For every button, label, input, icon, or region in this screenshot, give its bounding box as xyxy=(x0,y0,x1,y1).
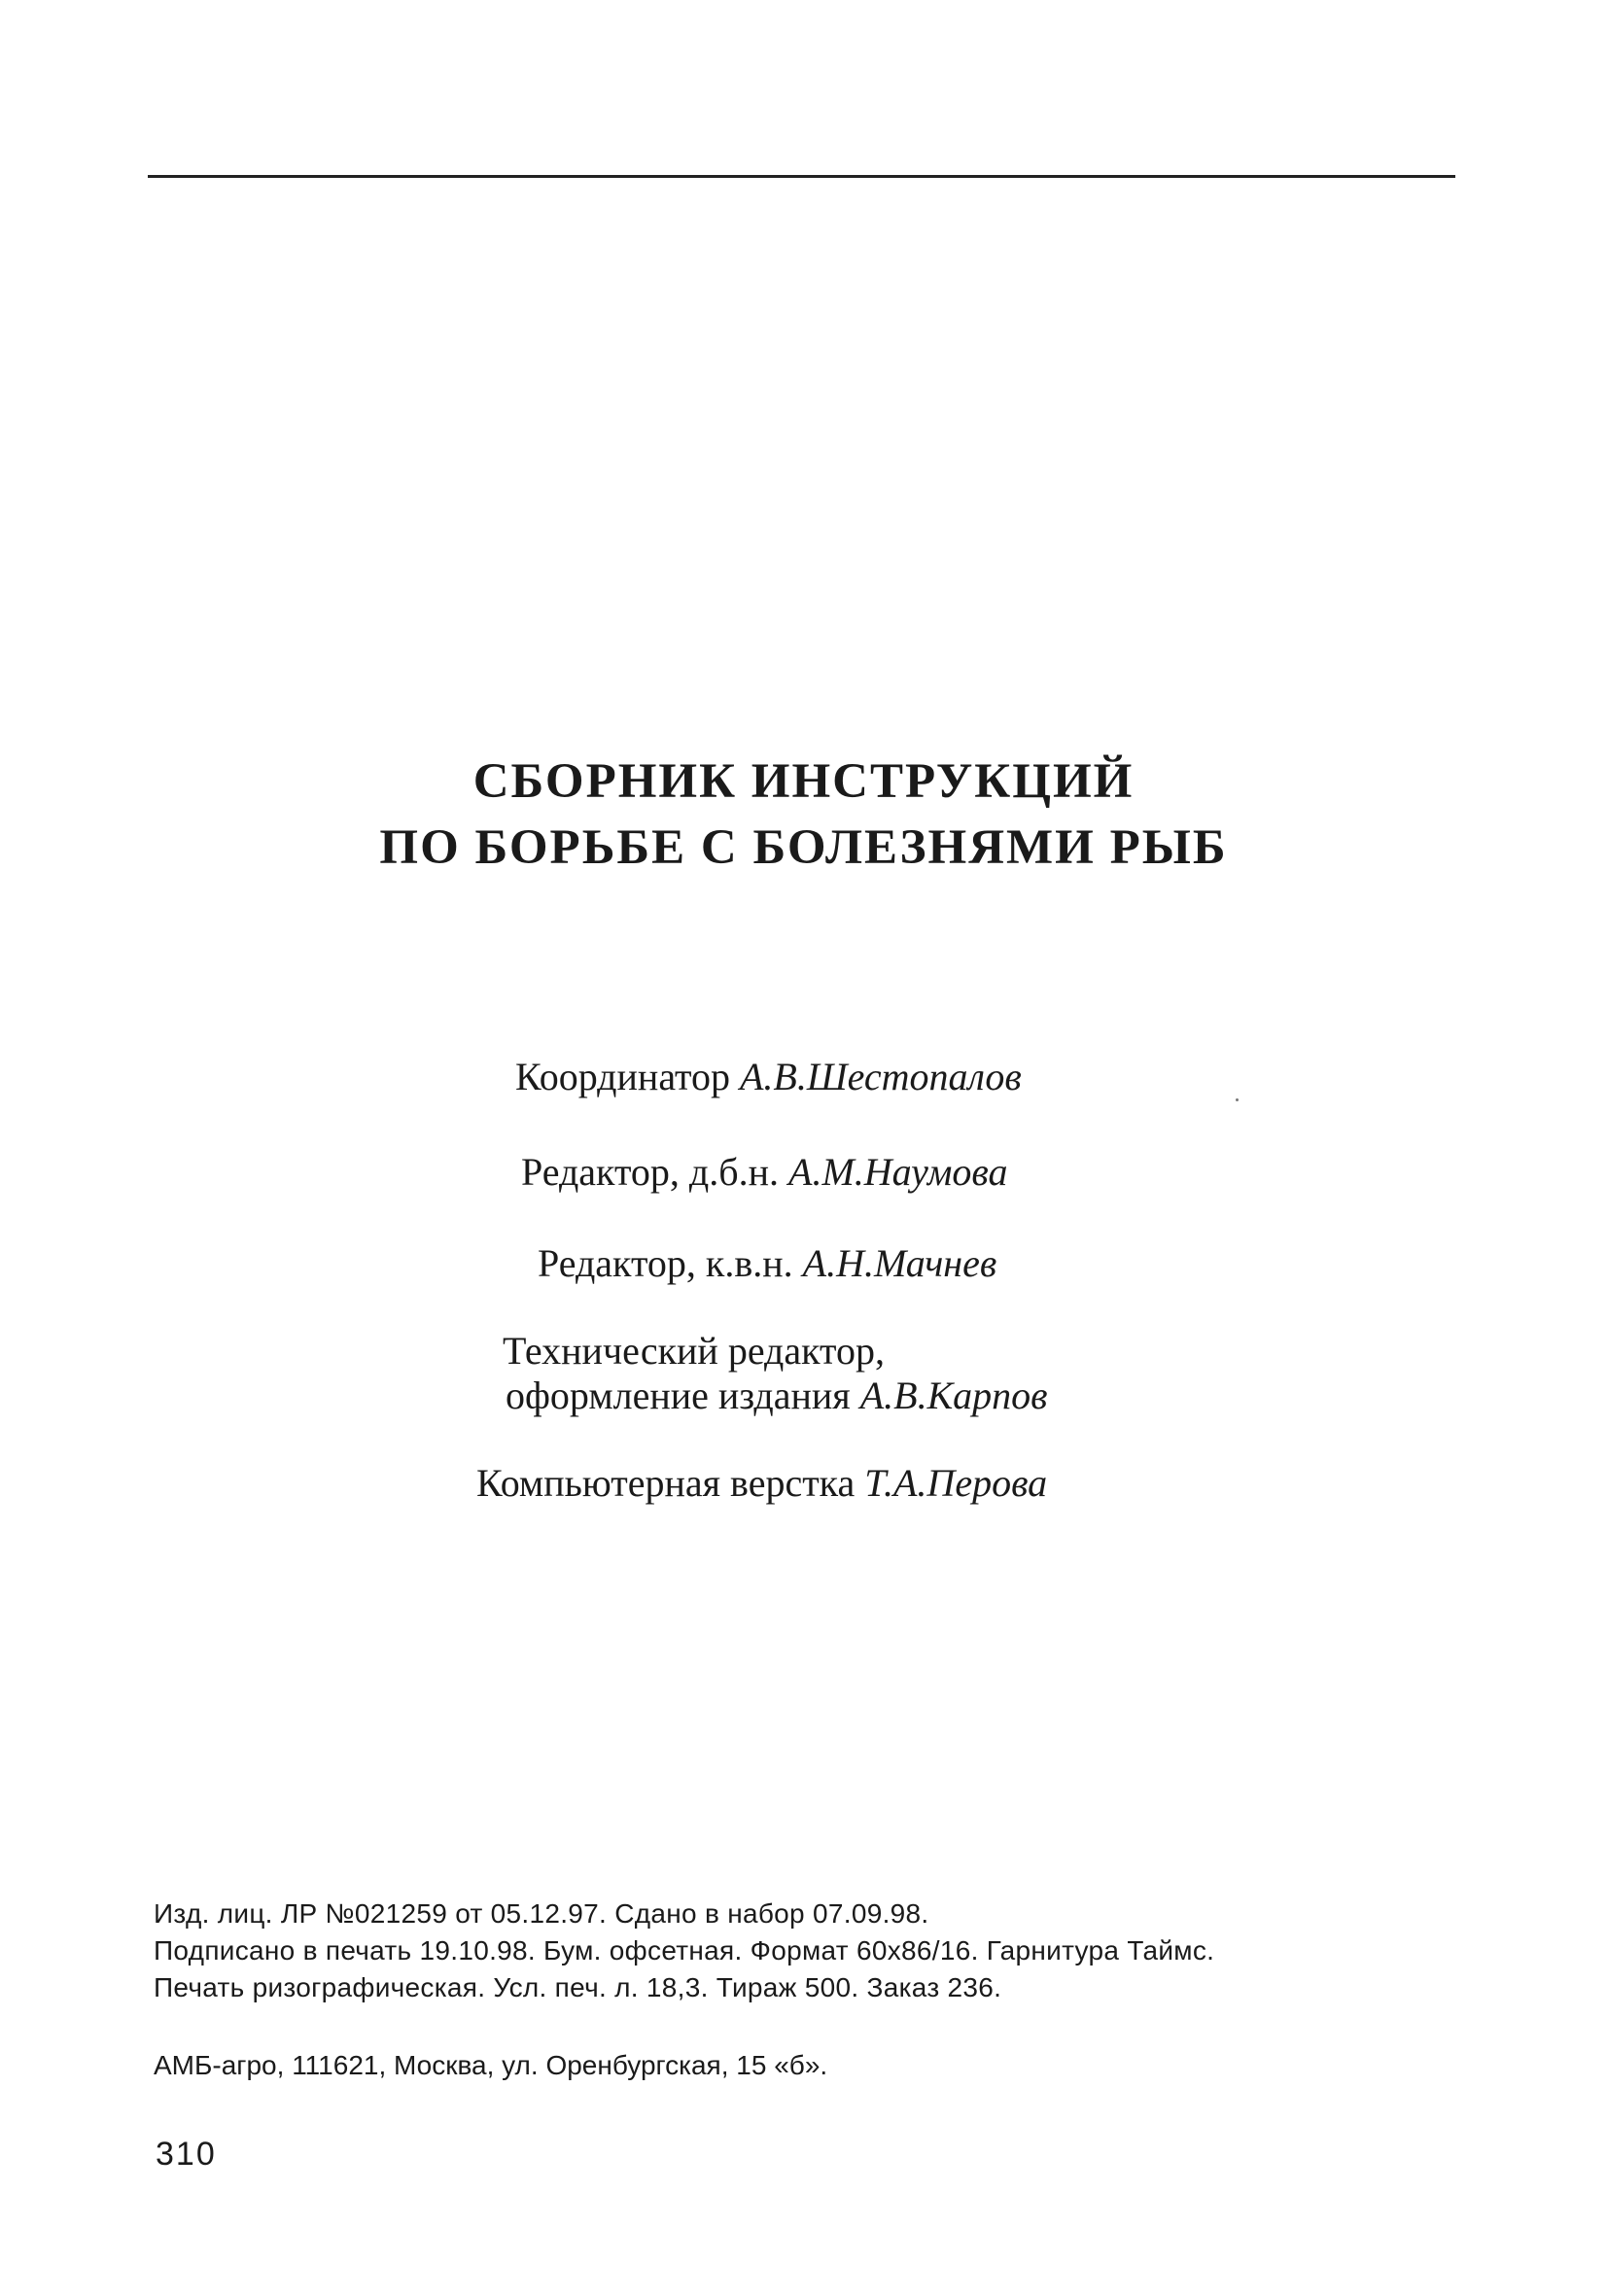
credit-name: А.Н.Мачнев xyxy=(802,1241,997,1285)
credit-name: А.М.Наумова xyxy=(788,1150,1008,1194)
imprint-line-1: Изд. лиц. ЛР №021259 от 05.12.97. Сдано в набор 07.09.98. xyxy=(154,1898,929,1929)
credit-layout xyxy=(476,1461,1047,1506)
page-number: 310 xyxy=(156,2136,217,2173)
top-rule xyxy=(148,175,1455,178)
imprint-line-2: Подписано в печать 19.10.98. Бум. офсетная. Формат 60х86/16. Гарнитура Таймс. xyxy=(154,1935,1215,1966)
credit-coordinator xyxy=(515,1055,1022,1099)
book-title xyxy=(0,748,1607,881)
credit-role: Редактор, к.в.н. xyxy=(538,1241,793,1285)
title-line-1: СБОРНИК ИНСТРУКЦИЙ xyxy=(472,754,1135,809)
publisher-address: АМБ-агро, 111621, Москва, ул. Оренбургская, 15 «б». xyxy=(154,2050,828,2080)
stray-dot xyxy=(1236,1098,1239,1101)
credit-role: Компьютерная верстка xyxy=(476,1461,856,1505)
credit-editor-2 xyxy=(538,1241,996,1286)
credit-role-line-1: Технический редактор, xyxy=(503,1329,886,1373)
credit-role: Редактор, д.б.н. xyxy=(521,1150,780,1194)
credit-role-line-2: оформление издания xyxy=(506,1374,851,1417)
credit-name: Т.А.Перова xyxy=(864,1461,1048,1505)
credit-tech-editor xyxy=(503,1329,1048,1418)
imprint-line-3: Печать ризографическая. Усл. печ. л. 18,3. Тираж 500. Заказ 236. xyxy=(154,1972,1002,2002)
imprint-block xyxy=(154,1896,1214,2006)
credit-editor-1 xyxy=(521,1150,1008,1195)
credit-role-line-2-row xyxy=(503,1374,1048,1418)
credit-name: А.В.Карпов xyxy=(859,1374,1048,1417)
title-line-2: ПО БОРЬБЕ С БОЛЕЗНЯМИ РЫБ xyxy=(379,820,1228,875)
credit-name: А.В.Шестопалов xyxy=(740,1055,1022,1098)
credit-role: Координатор xyxy=(515,1055,730,1098)
